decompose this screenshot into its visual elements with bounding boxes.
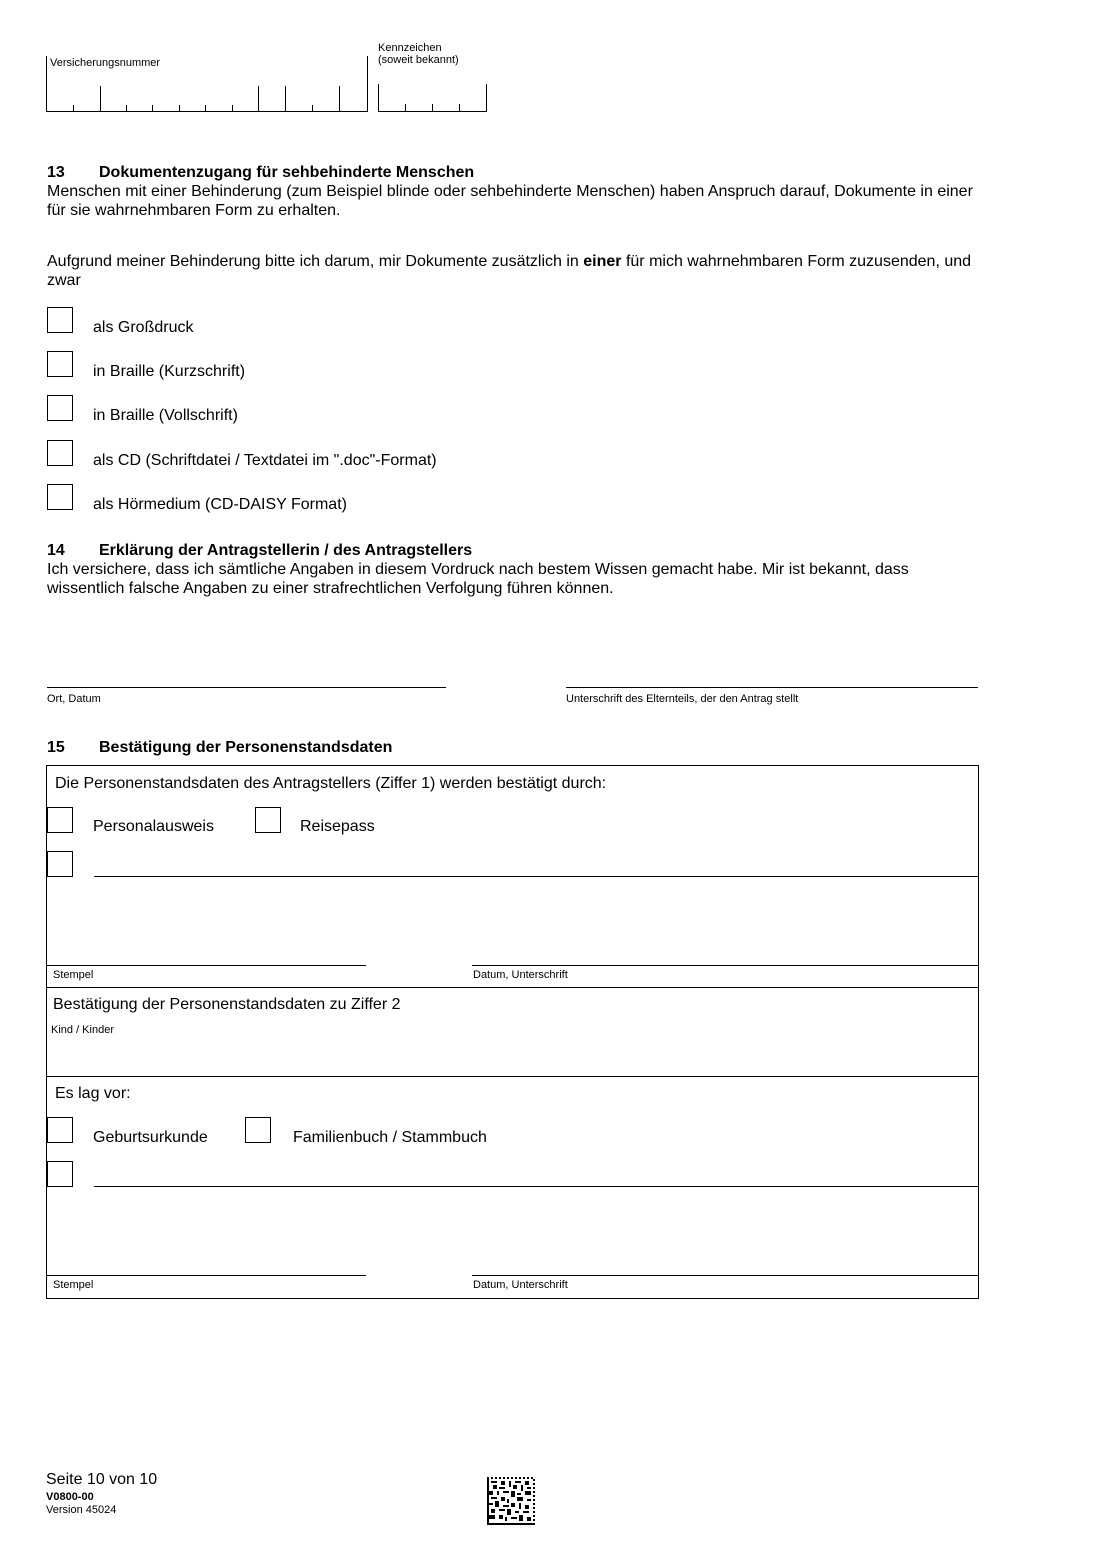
audio-medium-label: als Hörmedium (CD-DAISY Format)	[93, 496, 347, 513]
mark-label: Kennzeichen (soweit bekannt)	[378, 42, 459, 66]
date-signature-label: Datum, Unterschrift	[473, 969, 568, 981]
cd-label: als CD (Schriftdatei / Textdatei im ".doc"-Format)	[93, 452, 437, 469]
section-13-intro: Menschen mit einer Behinderung (zum Beispiel blinde oder sehbehinderte Menschen) haben Anspruch darauf, Dokumente in einer für sie wahrnehmbaren Form zu erhalten.	[47, 183, 973, 219]
birth-certificate-label: Geburtsurkunde	[93, 1129, 208, 1146]
date-signature-line[interactable]	[472, 1275, 979, 1276]
braille-short-label: in Braille (Kurzschrift)	[93, 363, 246, 380]
other-record-line[interactable]	[94, 1186, 979, 1187]
braille-short-checkbox[interactable]	[47, 351, 73, 377]
section-14-text: Ich versichere, dass ich sämtliche Angaben in diesem Vordruck nach bestem Wissen gemacht habe. Mir ist bekannt, dass wissentlich falsche Angaben zu einer strafrechtlichen Verfolgung führen können.	[47, 561, 909, 597]
form-code: V0800-00	[46, 1491, 94, 1503]
page-number: Seite 10 von 10	[46, 1471, 158, 1488]
signature-line[interactable]	[566, 687, 978, 688]
datamatrix-code-icon	[487, 1477, 535, 1525]
section-13-request: Aufgrund meiner Behinderung bitte ich darum, mir Dokumente zusätzlich in einer für mich wahrnehmbaren Form zuzusenden, und zwar	[47, 253, 972, 289]
braille-full-label: in Braille (Vollschrift)	[93, 407, 238, 424]
insurance-number-field[interactable]	[46, 52, 368, 112]
family-book-label: Familienbuch / Stammbuch	[293, 1129, 487, 1146]
place-date-label: Ort, Datum	[47, 693, 101, 705]
children-label: Kind / Kinder	[51, 1024, 114, 1036]
insurance-number-label: Versicherungsnummer	[50, 57, 161, 69]
date-signature-line[interactable]	[472, 965, 979, 966]
stamp-line	[47, 1275, 366, 1276]
large-print-label: als Großdruck	[93, 319, 194, 336]
id-card-label: Personalausweis	[93, 818, 214, 835]
id-confirmation-intro: Die Personenstandsdaten des Antragstellers (Ziffer 1) werden bestätigt durch:	[55, 775, 607, 792]
other-document-checkbox[interactable]	[47, 851, 73, 877]
braille-full-checkbox[interactable]	[47, 395, 73, 421]
stamp-line	[47, 965, 366, 966]
date-signature-label: Datum, Unterschrift	[473, 1279, 568, 1291]
section-14-heading: 14 Erklärung der Antragstellerin / des Antragstellers	[47, 542, 473, 559]
version-label: Version 45024	[46, 1504, 117, 1516]
place-date-line[interactable]	[47, 687, 446, 688]
mark-field[interactable]	[378, 84, 488, 112]
passport-checkbox[interactable]	[255, 807, 281, 833]
divider	[47, 987, 979, 988]
audio-medium-checkbox[interactable]	[47, 484, 73, 510]
divider	[47, 1076, 979, 1077]
other-record-checkbox[interactable]	[47, 1161, 73, 1187]
birth-certificate-checkbox[interactable]	[47, 1117, 73, 1143]
cd-checkbox[interactable]	[47, 440, 73, 466]
id-card-checkbox[interactable]	[47, 807, 73, 833]
section-13-heading: 13 Dokumentenzugang für sehbehinderte Menschen	[47, 164, 475, 181]
stamp-label: Stempel	[53, 1279, 94, 1291]
large-print-checkbox[interactable]	[47, 307, 73, 333]
present-documents-intro: Es lag vor:	[55, 1085, 131, 1102]
family-book-checkbox[interactable]	[245, 1117, 271, 1143]
section-15-heading: 15 Bestätigung der Personenstandsdaten	[47, 739, 393, 756]
children-confirmation-title: Bestätigung der Personenstandsdaten zu Ziffer 2	[53, 996, 401, 1013]
other-document-line[interactable]	[94, 876, 979, 877]
passport-label: Reisepass	[300, 818, 375, 835]
section-15-box	[46, 765, 979, 1299]
stamp-label: Stempel	[53, 969, 94, 981]
signature-label: Unterschrift des Elternteils, der den Antrag stellt	[566, 693, 799, 705]
